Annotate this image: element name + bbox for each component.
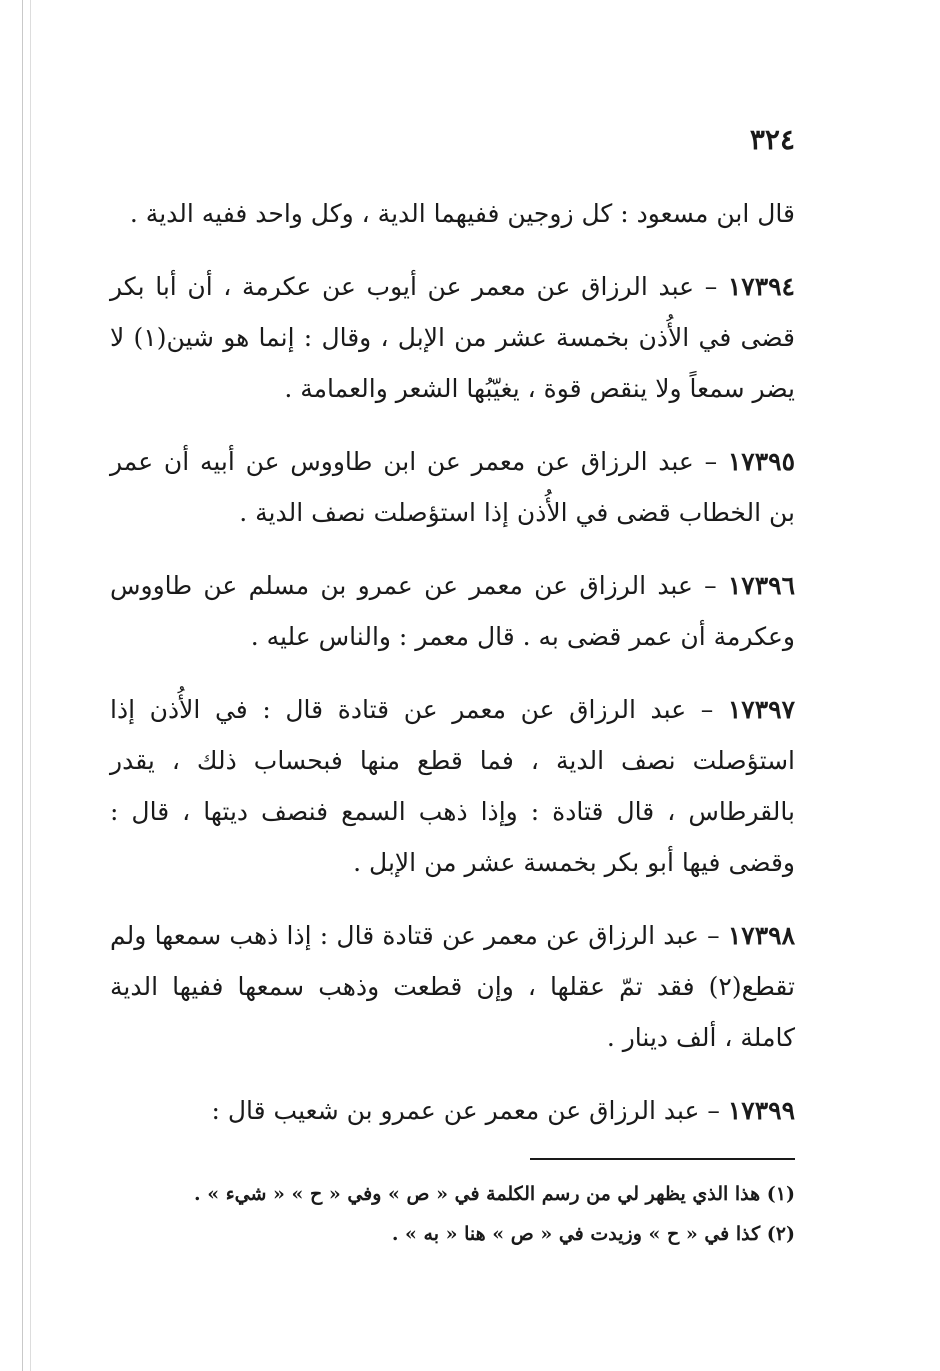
paragraph-text: – عبد الرزاق عن معمر عن قتادة قال : إذا ذهب سمعها ولم تقطع(٢) فقد تمّ عقلها ، وإن قطعت وذهب سمعها ففيها الدية كاملة ، ألف دينار . bbox=[110, 921, 795, 1052]
paragraph-text: – عبد الرزاق عن معمر عن قتادة قال : في الأُذن إذا استؤصلت نصف الدية ، فما قطع منها فبحساب ذلك ، يقدر بالقرطاس ، قال قتادة : وإذا ذهب السمع فنصف ديتها ، قال : وقضى فيها أبو بكر بخمسة عشر من الإبل . bbox=[110, 695, 795, 877]
hadith-17396 bbox=[110, 560, 795, 662]
hadith-17394 bbox=[110, 261, 795, 414]
paragraph-text: – عبد الرزاق عن معمر عن أيوب عن عكرمة ، أن أبا بكر قضى في الأُذن بخمسة عشر من الإبل ، وقال : إنما هو شين(١) لا يضر سمعاً ولا ينقص قوة ، يغيّبُها الشعر والعمامة . bbox=[110, 272, 795, 403]
paragraph-text: – عبد الرزاق عن معمر عن عمرو بن مسلم عن طاووس وعكرمة أن عمر قضى به . قال معمر : والناس عليه . bbox=[110, 571, 795, 651]
hadith-17399 bbox=[110, 1085, 795, 1136]
scan-edge-line bbox=[22, 0, 23, 1371]
paragraph-text: قال ابن مسعود : كل زوجين ففيهما الدية ، وكل واحد ففيه الدية . bbox=[129, 199, 795, 228]
hadith-17397 bbox=[110, 684, 795, 888]
hadith-number: ١٧٣٩٩ bbox=[727, 1096, 795, 1125]
hadith-number: ١٧٣٩٤ bbox=[727, 272, 795, 301]
hadith-number: ١٧٣٩٦ bbox=[727, 571, 795, 600]
paragraph-text: – عبد الرزاق عن معمر عن عمرو بن شعيب قال : bbox=[211, 1096, 720, 1125]
footnote-2: (٢) كذا في « ح » وزيدت في « ص » هنا « به » . bbox=[391, 1223, 795, 1245]
hadith-17395 bbox=[110, 436, 795, 538]
paragraph-text: – عبد الرزاق عن معمر عن ابن طاووس عن أبيه أن عمر بن الخطاب قضى في الأُذن إذا استؤصلت نصف الدية . bbox=[110, 447, 795, 527]
scan-edge-line bbox=[30, 0, 31, 1371]
hadith-number: ١٧٣٩٧ bbox=[727, 695, 795, 724]
book-page bbox=[110, 120, 795, 1254]
hadith-17398 bbox=[110, 910, 795, 1063]
hadith-number: ١٧٣٩٨ bbox=[727, 921, 795, 950]
footnote-divider bbox=[530, 1158, 795, 1160]
paragraph-intro bbox=[110, 188, 795, 239]
footnote-1: (١) هذا الذي يظهر لي من رسم الكلمة في « ص » وفي « ح » « شيء » . bbox=[193, 1183, 795, 1205]
hadith-number: ١٧٣٩٥ bbox=[727, 447, 796, 476]
page-number: ٣٢٤ bbox=[749, 123, 795, 156]
